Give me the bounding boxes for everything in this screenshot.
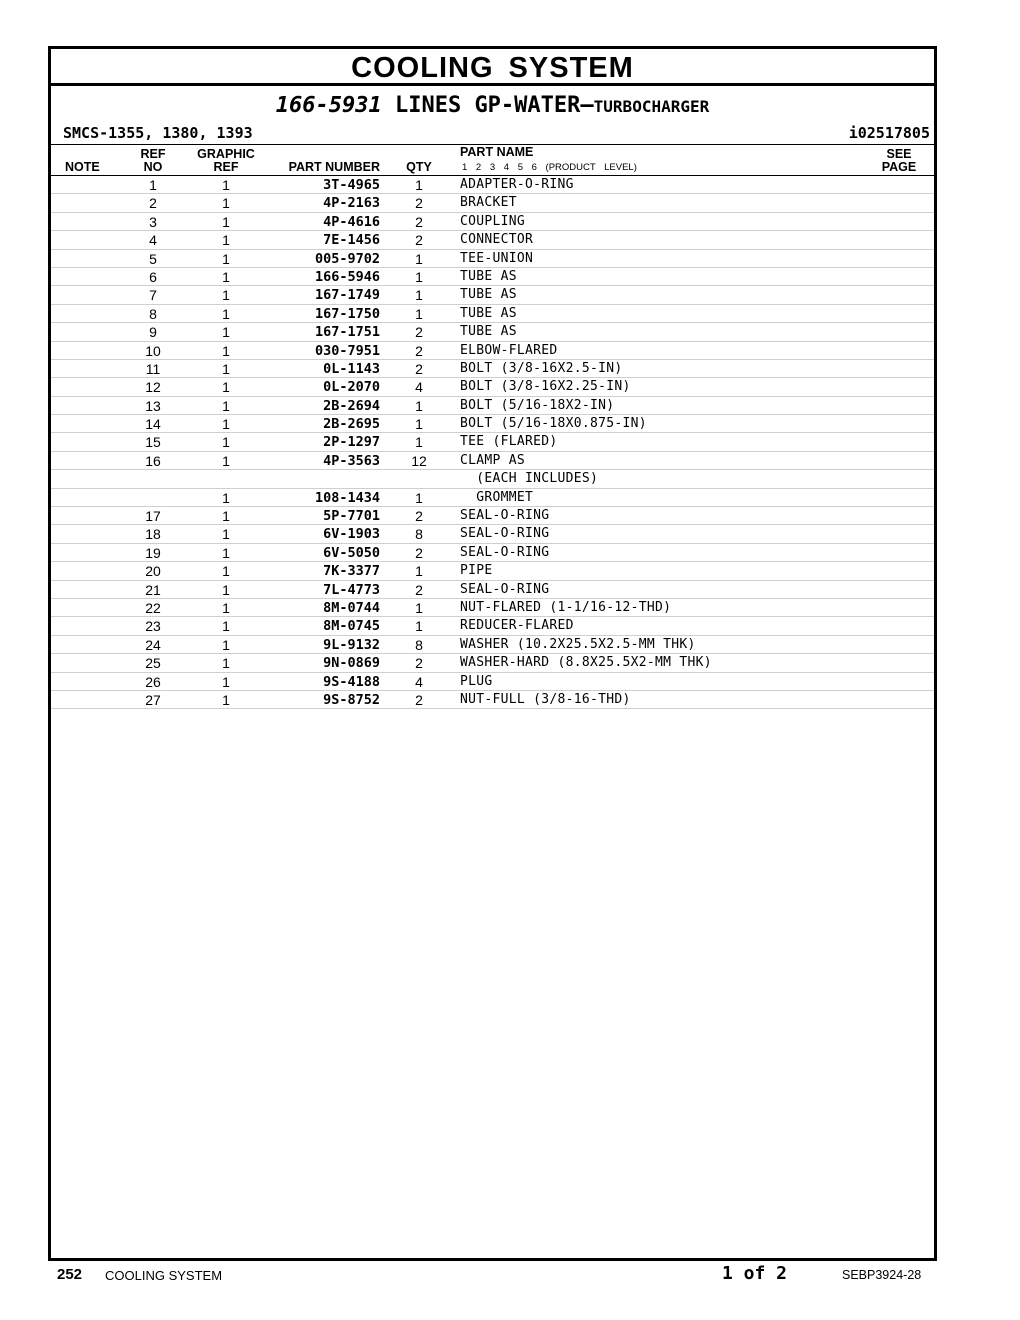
part-name: WASHER (10.2X25.5X2.5-MM THK) [460,636,696,652]
table-row [51,433,934,451]
ref-no: 13 [145,397,161,414]
smcs-codes: SMCS-1355, 1380, 1393 [63,124,253,142]
part-name: GROMMET [460,489,534,505]
table-row [51,673,934,691]
header-part-number: PART NUMBER [288,160,380,174]
part-name: PIPE [460,563,493,579]
part-name: TEE-UNION [460,250,534,266]
parts-sheet [48,46,937,1261]
quantity: 1 [415,397,423,414]
graphic-ref: 1 [222,379,230,396]
part-name: ELBOW-FLARED [460,342,558,358]
graphic-ref: 1 [222,636,230,653]
quantity: 2 [415,360,423,377]
quantity: 2 [415,232,423,249]
part-number: 4P-3563 [323,452,380,469]
part-name: CLAMP AS [460,452,526,468]
part-name: CONNECTOR [460,232,534,248]
quantity: 1 [415,489,423,506]
graphic-ref: 1 [222,268,230,285]
header-product-level: 1 2 3 4 5 6 (PRODUCT LEVEL) [462,162,637,173]
table-row [51,342,934,360]
header-see-line1: SEE [886,147,912,161]
table-row [51,286,934,304]
graphic-ref: 1 [222,618,230,635]
part-name: (EACH INCLUDES) [460,471,599,487]
part-number: 4P-4616 [323,213,380,230]
group-dash: — [580,93,594,118]
graphic-ref: 1 [222,232,230,249]
quantity: 1 [415,305,423,322]
ref-no: 20 [145,563,161,580]
quantity: 4 [415,379,423,396]
table-row [51,250,934,268]
part-number: 4P-2163 [323,195,380,212]
table-row [51,562,934,580]
quantity: 8 [415,636,423,653]
table-row [51,305,934,323]
graphic-ref: 1 [222,397,230,414]
graphic-ref: 1 [222,526,230,543]
table-row [51,544,934,562]
part-name: BOLT (5/16-18X0.875-IN) [460,416,647,432]
graphic-ref: 1 [222,305,230,322]
ref-no: 15 [145,434,161,451]
header-part-name: PART NAME [460,145,534,159]
part-name: ADAPTER-O-RING [460,177,574,192]
part-number: 9L-9132 [323,636,380,653]
ref-no: 23 [145,618,161,635]
quantity: 2 [415,581,423,598]
graphic-ref: 1 [222,508,230,525]
part-name: BOLT (5/16-18X2-IN) [460,397,615,413]
part-name: TUBE AS [460,268,517,284]
ref-no: 25 [145,655,161,672]
ref-no: 2 [149,195,157,212]
ref-no: 19 [145,544,161,561]
part-name: SEAL-O-RING [460,508,550,524]
ref-no: 22 [145,599,161,616]
graphic-ref: 1 [222,324,230,341]
page-title: COOLING SYSTEM [51,49,934,86]
graphic-ref: 1 [222,544,230,561]
quantity: 1 [415,177,423,193]
graphic-ref: 1 [222,599,230,616]
ref-no: 27 [145,691,161,708]
table-row [51,323,934,341]
table-row [51,397,934,415]
part-name: SEAL-O-RING [460,544,550,560]
table-row [51,176,934,194]
part-number: 167-1749 [314,287,380,304]
part-number: 9S-8752 [323,691,380,708]
quantity: 1 [415,434,423,451]
ref-no: 4 [149,232,157,249]
table-row [51,213,934,231]
graphic-ref: 1 [222,416,230,433]
part-number: 8M-0744 [323,599,380,616]
graphic-ref: 1 [222,489,230,506]
table-row [51,525,934,543]
quantity: 1 [415,599,423,616]
table-row [51,470,934,488]
part-number: 6V-1903 [323,526,380,543]
part-name: BOLT (3/8-16X2.25-IN) [460,379,631,395]
quantity: 2 [415,544,423,561]
table-row [51,231,934,249]
part-name: SEAL-O-RING [460,581,550,597]
part-number: 2B-2694 [323,397,380,414]
ref-no: 10 [145,342,161,359]
part-number: 108-1434 [314,489,380,506]
ref-no: 1 [149,177,157,193]
part-number: 3T-4965 [323,177,380,193]
part-number: 166-5946 [314,268,380,285]
table-row [51,654,934,672]
page-footer [0,1263,1020,1290]
part-number: 2P-1297 [323,434,380,451]
table-row [51,360,934,378]
parts-table-body [51,176,934,709]
header-graphic-line1: GRAPHIC [197,147,255,161]
footer-section: COOLING SYSTEM [105,1268,223,1283]
quantity: 1 [415,287,423,304]
part-number: 030-7951 [314,342,380,359]
ref-no: 9 [149,324,157,341]
part-number: 5P-7701 [323,508,380,525]
table-row [51,268,934,286]
table-row [51,507,934,525]
table-row [51,378,934,396]
part-number: 9N-0869 [323,655,380,672]
part-number: 0L-1143 [323,360,380,377]
group-suffix: TURBOCHARGER [593,97,710,116]
part-number: 9S-4188 [323,673,380,690]
group-description: LINES GP-WATER [394,93,581,118]
quantity: 8 [415,526,423,543]
quantity: 2 [415,324,423,341]
header-graphic-line2: REF [213,160,239,174]
part-number: 7L-4773 [323,581,380,598]
ref-no: 7 [149,287,157,304]
quantity: 2 [415,691,423,708]
table-row [51,581,934,599]
table-header [51,145,934,176]
graphic-ref: 1 [222,563,230,580]
header-qty: QTY [406,160,432,174]
ref-no: 24 [145,636,161,653]
ref-no: 26 [145,673,161,690]
quantity: 1 [415,563,423,580]
part-name: NUT-FULL (3/8-16-THD) [460,691,631,707]
part-name: PLUG [460,673,493,689]
graphic-ref: 1 [222,195,230,212]
footer-page-number: 252 [57,1266,83,1283]
graphic-ref: 1 [222,581,230,598]
part-name: BRACKET [460,195,517,211]
graphic-ref: 1 [222,452,230,469]
ref-no: 21 [145,581,161,598]
ref-no: 17 [145,508,161,525]
graphic-ref: 1 [222,213,230,230]
ref-no: 8 [149,305,157,322]
table-row [51,415,934,433]
quantity: 2 [415,508,423,525]
table-row [51,636,934,654]
graphic-ref: 1 [222,655,230,672]
header-note: NOTE [65,160,100,174]
table-row [51,691,934,709]
ref-no: 5 [149,250,157,267]
quantity: 2 [415,342,423,359]
graphic-ref: 1 [222,177,230,193]
ref-no: 11 [145,360,161,377]
quantity: 1 [415,268,423,285]
part-name: TEE (FLARED) [460,434,558,450]
table-row [51,617,934,635]
part-number: 7E-1456 [323,232,380,249]
footer-doc-number: SEBP3924-28 [842,1268,922,1282]
graphic-ref: 1 [222,250,230,267]
part-number: 167-1751 [314,324,380,341]
illustration-id: i02517805 [848,124,930,142]
ref-no: 14 [145,416,161,433]
group-part-number: 166-5931 [275,93,382,118]
part-number: 2B-2695 [323,416,380,433]
part-number: 167-1750 [314,305,380,322]
graphic-ref: 1 [222,691,230,708]
table-row [51,599,934,617]
group-title [51,86,934,122]
table-row [51,452,934,470]
ref-no: 12 [145,379,161,396]
ref-no: 18 [145,526,161,543]
ref-no: 6 [149,268,157,285]
graphic-ref: 1 [222,287,230,304]
part-number: 005-9702 [314,250,380,267]
quantity: 12 [411,452,427,469]
graphic-ref: 1 [222,342,230,359]
part-name: REDUCER-FLARED [460,618,574,634]
quantity: 1 [415,618,423,635]
quantity: 4 [415,673,423,690]
footer-page-of: 1 of 2 [722,1263,788,1284]
ref-no: 3 [149,213,157,230]
graphic-ref: 1 [222,673,230,690]
part-name: TUBE AS [460,305,517,321]
part-number: 7K-3377 [323,563,380,580]
part-number: 6V-5050 [323,544,380,561]
graphic-ref: 1 [222,434,230,451]
quantity: 2 [415,655,423,672]
table-row [51,194,934,212]
quantity: 1 [415,416,423,433]
header-ref-line2: NO [143,160,163,174]
smcs-row [51,122,934,144]
part-number: 8M-0745 [323,618,380,635]
part-name: TUBE AS [460,287,517,303]
quantity: 1 [415,250,423,267]
part-name: COUPLING [460,213,526,229]
header-see-line2: PAGE [881,160,917,174]
part-name: TUBE AS [460,324,517,340]
part-name: BOLT (3/8-16X2.5-IN) [460,360,623,376]
header-ref-line1: REF [140,147,166,161]
quantity: 2 [415,195,423,212]
part-name: NUT-FLARED (1-1/16-12-THD) [460,599,672,615]
part-name: SEAL-O-RING [460,526,550,542]
ref-no: 16 [145,452,161,469]
part-name: WASHER-HARD (8.8X25.5X2-MM THK) [460,655,712,671]
table-row [51,489,934,507]
part-number: 0L-2070 [323,379,380,396]
graphic-ref: 1 [222,360,230,377]
quantity: 2 [415,213,423,230]
